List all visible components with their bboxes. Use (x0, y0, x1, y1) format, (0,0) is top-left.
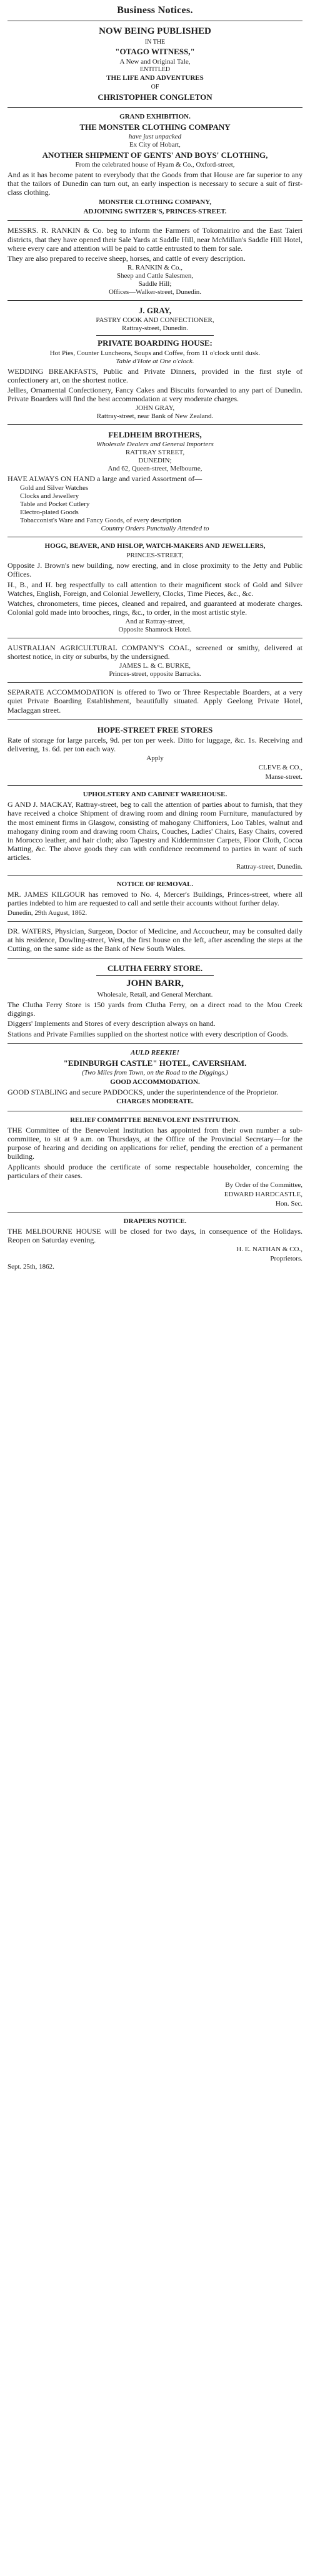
ad-body: And as it has become patent to everybody that the Goods from that House are far superior to any that the tailors of Dunedin can turn out, an early inspection is necessary to secure a suit of first-class clothing. (8, 170, 302, 197)
ad-line: A New and Original Tale, (119, 57, 191, 66)
ad-signature: Rattray-street, near Bank of New Zealand. (96, 412, 214, 421)
ad-signature: H. E. NATHAN & CO., (236, 1246, 302, 1254)
ad-date: Dunedin, 29th August, 1862. (8, 909, 88, 917)
ad-line: Wholesale, Retail, and General Merchant. (97, 991, 213, 999)
ad-signature: EDWARD HARDCASTLE, (224, 1190, 302, 1198)
ad-body: Rate of storage for large parcels, 9d. per ton per week. Ditto for luggage, &c. 1s. Receiving and delivering, 1s. 6d. per ton each way. (8, 736, 302, 754)
ad-burke (8, 638, 302, 682)
ad-body: Applicants should produce the certificate of some respectable householder, concerning the particulars of their cases. (8, 1162, 302, 1180)
ad-signature: Rattray-street, Dunedin. (236, 863, 302, 871)
ad-headline: J. GRAY, (138, 305, 172, 315)
ad-signature: JAMES L. & C. BURKE, (119, 662, 191, 670)
ad-line: RATTRAY STREET, (125, 449, 185, 457)
ad-signature: Offices—Walker-street, Dunedin. (108, 288, 202, 296)
ad-monster-clothing (8, 107, 302, 221)
ad-headline: "EDINBURGH CASTLE" HOTEL, CAVERSHAM. (63, 1058, 247, 1068)
ad-line: CHRISTOPHER CONGLETON (98, 92, 212, 102)
ad-signature: Saddle Hill; (138, 280, 172, 288)
ad-line: JOHN BARR, (126, 978, 184, 989)
ad-item: Table and Pocket Cutlery (20, 500, 90, 509)
ad-date: Sept. 25th, 1862. (8, 1263, 54, 1271)
ad-line: Apply (146, 754, 164, 763)
ad-line: IN THE (144, 38, 166, 46)
ad-body: Stations and Private Families supplied on the shortest notice with every description of Goods. (8, 1029, 289, 1038)
ad-line: have just unpacked (128, 132, 182, 140)
ad-headline: HOGG, BEAVER, AND HISLOP, WATCH-MAKERS AND JEWELLERS, (44, 542, 266, 550)
ad-kilgour (8, 875, 302, 920)
ad-item: Electro-plated Goods (20, 509, 79, 517)
ad-signature: Opposite Shamrock Hotel. (118, 626, 192, 634)
ad-body: MESSRS. R. RANKIN & Co. beg to inform the Farmers of Tokomairiro and the East Taieri districts, that they have opened their Sale Yards at Saddle Hill, near McMillan's Saddle Hill Hotel, where every care and attention will be paid to cattle entrusted to them for sale. (8, 226, 302, 253)
ad-line: Table d'Hote at One o'clock. (116, 357, 194, 365)
ad-line: Ex City of Hobart, (129, 140, 181, 149)
ad-line: ENTITLED (139, 66, 171, 73)
ad-line: AULD REEKIE! (131, 1048, 179, 1056)
ad-headline: CLUTHA FERRY STORE. (107, 964, 203, 973)
ad-signature: By Order of the Committee, (225, 1181, 302, 1189)
ad-headline: THE MONSTER CLOTHING COMPANY (79, 122, 231, 132)
ad-body: DR. WATERS, Physician, Surgeon, Doctor of Medicine, and Accoucheur, may be consulted daily at his residence, Dowling-street, West, the first house on the left, after ascending the steps at the Cutting, on the same side as the Bank of New South Wales. (8, 926, 302, 953)
ad-line: GRAND EXHIBITION. (119, 112, 191, 120)
ad-line: GOOD ACCOMMODATION. (110, 1078, 200, 1086)
ad-body: SEPARATE ACCOMMODATION is offered to Two or Three Respectable Boarders, at a very quiet Private Boarding Establishment, beautifully situated. Apply Geelong Private Hotel, Maclaggan street. (8, 688, 302, 715)
ad-headline: DRAPERS NOTICE. (123, 1217, 187, 1225)
ad-otago-witness (8, 21, 302, 107)
ad-signature: Proprietors. (270, 1255, 302, 1263)
ad-signature: Sheep and Cattle Salesmen, (116, 272, 194, 280)
ad-body: They are also prepared to receive sheep, horses, and cattle of every description. (8, 253, 246, 263)
ad-item: Tobacconist's Ware and Fancy Goods, of every description (20, 517, 181, 525)
divider (96, 975, 214, 976)
ad-line: ANOTHER SHIPMENT OF GENTS' AND BOYS' CLOTHING, (42, 150, 268, 160)
ad-headline: NOTICE OF REMOVAL. (116, 881, 194, 889)
ad-line: ADJOINING SWITZER'S, PRINCES-STREET. (83, 207, 227, 215)
ad-signature: Manse-street. (265, 773, 302, 781)
divider (96, 335, 214, 336)
ad-line: And 62, Queen-street, Melbourne, (108, 465, 202, 473)
ad-body: The Clutha Ferry Store is 150 yards from Clutha Ferry, on a direct road to the Mou Creek diggings. (8, 1000, 302, 1018)
ad-line: Hot Pies, Counter Luncheons, Soups and Coffee, from 11 o'clock until dusk. (49, 349, 261, 357)
ad-line: PASTRY COOK AND CONFECTIONER, (96, 316, 214, 324)
ad-rankin (8, 220, 302, 300)
ad-body: HAVE ALWAYS ON HAND a large and varied Assortment of— (8, 474, 202, 484)
ad-line: OF (151, 84, 159, 91)
ad-body: WEDDING BREAKFASTS, Public and Private Dinners, provided in the first style of confectionery art, on the shortest notice. (8, 366, 302, 384)
ad-headline: FELDHEIM BROTHERS, (108, 430, 202, 440)
ad-line: Wholesale Dealers and General Importers (96, 441, 214, 449)
ad-line: DUNEDIN; (138, 457, 172, 465)
ad-body: THE MELBOURNE HOUSE will be closed for two days, in consequence of the Holidays. Reopen on Saturday evening. (8, 1226, 302, 1244)
newspaper-page (0, 0, 310, 1282)
ad-body: Jellies, Ornamental Confectionery, Fancy Cakes and Biscuits forwarded to any part of Dunedin. Private Boarders will find the best accommodation at very moderate charges. (8, 385, 302, 403)
ad-clutha-ferry (8, 958, 302, 1043)
ad-line: PRIVATE BOARDING HOUSE: (98, 338, 212, 348)
ad-upholstery (8, 785, 302, 875)
ad-signature: R. RANKIN & Co., (127, 264, 182, 272)
page-title: Business Notices. (117, 5, 193, 16)
ad-gray (8, 300, 302, 424)
ad-signature: Princes-street, opposite Barracks. (109, 670, 201, 678)
ad-dr-waters (8, 921, 302, 958)
ad-body: Opposite J. Brown's new building, now erecting, and in close proximity to the Jetty and Public Offices. (8, 561, 302, 579)
ad-line: Country Orders Punctually Attended to (101, 525, 209, 533)
ad-item: Gold and Silver Watches (20, 484, 89, 492)
ad-relief-committee (8, 1111, 302, 1212)
ad-body: THE Committee of the Benevolent Institution has appointed from their own number a sub-committee, to sit at 9 a.m. on Thursdays, at the Office of the Provincial Secretary—for the purpose of hearing and deciding on applications for relief, pending the erection of a permanent building. (8, 1126, 302, 1161)
ad-signature: Hon. Sec. (275, 1199, 302, 1208)
ad-body: MR. JAMES KILGOUR has removed to No. 4, Mercer's Buildings, Princes-street, where all parties indebted to him are requested to call and settle their accounts without further delay. (8, 890, 302, 908)
ad-body: AUSTRALIAN AGRICULTURAL COMPANY'S COAL, screened or smithy, delivered at shortest notice, in city or suburbs, by the undersigned. (8, 643, 302, 661)
ad-edinburgh-castle (8, 1043, 302, 1111)
ad-headline: UPHOLSTERY AND CABINET WAREHOUSE. (82, 791, 228, 799)
ad-feldheim (8, 424, 302, 537)
ad-hogg (8, 537, 302, 638)
ad-signature: And at Rattray-street, (125, 618, 185, 626)
ad-headline: RELIEF COMMITTEE BENEVOLENT INSTITUTION. (70, 1116, 240, 1125)
ad-line: From the celebrated house of Hyam & Co., Oxford-street, (75, 161, 235, 169)
ad-line: CHARGES MODERATE. (116, 1098, 194, 1106)
ad-body: H., B., and H. beg respectfully to call attention to their magnificent stock of Gold and Silver Watches, English, Foreign, and Colonial Jewellery, Clocks, Time Pieces, &c., &c. (8, 580, 302, 598)
ad-item: Clocks and Jewellery (20, 492, 79, 500)
ad-line: "OTAGO WITNESS," (115, 47, 195, 57)
ad-signature: JOHN GRAY, (135, 404, 175, 412)
ad-line: PRINCES-STREET, (126, 552, 184, 560)
ad-separate-accommodation (8, 682, 302, 719)
ad-line: (Two Miles from Town, on the Road to the Diggings.) (82, 1068, 228, 1076)
ad-body: Watches, chronometers, time pieces, cleaned and repaired, and guaranteed at moderate charges. Colonial gold made into brooches, rings, &c., to order, in the most artistic style. (8, 598, 302, 617)
ad-drapers (8, 1212, 302, 1275)
ad-signature: CLEVE & CO., (258, 764, 302, 772)
ad-line: MONSTER CLOTHING COMPANY, (99, 198, 211, 206)
ad-body: Diggers' Implements and Stores of every description always on hand. (8, 1019, 216, 1028)
ad-body: GOOD STABLING and secure PADDOCKS, under the superintendence of the Proprietor. (8, 1087, 279, 1096)
ad-line: Rattray-street, Dunedin. (122, 324, 188, 333)
ad-body: G AND J. MACKAY, Rattray-street, beg to call the attention of parties about to furnish, that they have received a choice Shipment of drawing room and dining room Furniture, manufactured by the most eminent firms in Glasgow, consisting of mahogany Chiffoniers, Loo Tables, walnut and mahogany dining room and drawing room Chairs, Couches, Ladies' Chairs, Easy Chairs, covered in Morocco leather, and hair cloth; also Tapestry and Kidderminster Carpets, Floor Cloth, Cocoa Matting, &c. The above goods they can with confidence recommend to parties in want of such articles. (8, 800, 302, 862)
ad-headline: NOW BEING PUBLISHED (99, 26, 211, 36)
ad-hope-street-stores (8, 720, 302, 786)
ad-headline: HOPE-STREET FREE STORES (97, 724, 213, 734)
ad-line: THE LIFE AND ADVENTURES (106, 74, 204, 82)
